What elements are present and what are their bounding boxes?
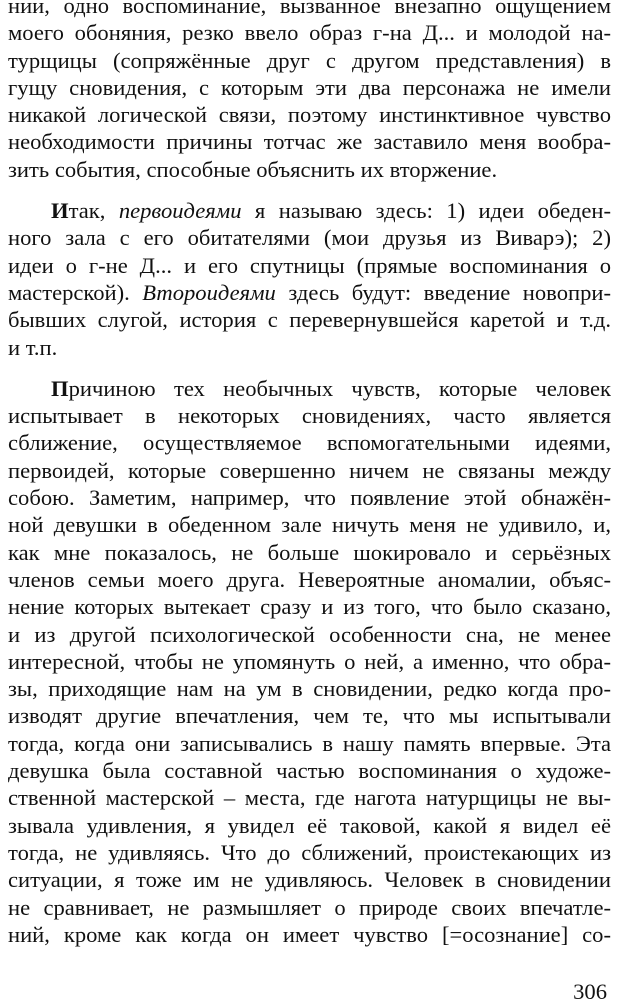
text-run: так,: [68, 198, 119, 224]
text-line: ной девушки в обеденном зале ничуть меня не удивило, и,: [8, 512, 611, 538]
paragraph-1: [8, 0, 611, 183]
text-line: как мне показалось, не больше шокировало и серьёзных: [8, 539, 611, 565]
paragraph-gap: [8, 183, 611, 197]
page-number: 306: [573, 979, 607, 1004]
drop-cap: П: [51, 375, 69, 401]
body-text: [8, 0, 611, 948]
paragraph-2: [8, 197, 611, 361]
text-line: необходимости причины тотчас же заставило меня вообра-: [8, 129, 611, 155]
text-line: нии, одно воспоминание, вызванное внезапно ощущением: [8, 0, 611, 18]
text-line: бывших слугой, история с перевернувшейся каретой и т.д.: [8, 307, 611, 333]
paragraph-3: [8, 375, 611, 948]
text-line: [8, 279, 611, 306]
text-line: зывала удивления, я увидел её таковой, какой я видел её: [8, 812, 611, 838]
text-line: [8, 197, 611, 224]
text-line: и из другой психологической особенности сна, не менее: [8, 621, 611, 647]
text-line: членов семьи моего друга. Невероятные аномалии, объяс-: [8, 566, 611, 592]
text-line: [8, 375, 611, 402]
text-line: моего обоняния, резко ввело образ г-на Д... и молодой на-: [8, 20, 611, 46]
paragraph-gap: [8, 361, 611, 375]
text-line: изводят другие впечатления, чем те, что мы испытывали: [8, 703, 611, 729]
italic-term: первоидеями: [118, 198, 242, 224]
text-line: нение которых вытекает сразу и из того, что было сказано,: [8, 594, 611, 620]
text-run: здесь будут: введение новопри-: [275, 279, 611, 305]
text-run: я называю здесь: 1) идеи обеден-: [241, 198, 612, 224]
text-line: и т.п.: [8, 334, 58, 360]
text-line: собою. Заметим, например, что появление этой обнажён-: [8, 485, 611, 511]
drop-cap: И: [51, 198, 69, 224]
text-line: девушка была составной частью воспоминания о художе-: [8, 758, 611, 784]
text-line: испытывает в некоторых сновидениях, часто является: [8, 403, 611, 429]
text-line: сближение, осуществляемое вспомогательными идеями,: [8, 430, 611, 456]
text-line: тогда, когда они записывались в нашу память впервые. Эта: [8, 730, 611, 756]
text-line: не сравнивает, не размышляет о природе своих впечатле-: [8, 894, 611, 920]
text-line: ний, кроме как когда он имеет чувство [=осознание] со-: [8, 921, 611, 947]
text-run: ричиною тех необычных чувств, которые человек: [68, 375, 611, 401]
text-line: ственной мастерской – места, где нагота натурщицы не вы-: [8, 785, 611, 811]
text-line: ситуации, я тоже им не удивляюсь. Человек в сновидении: [8, 867, 611, 893]
text-run: мастерской).: [8, 279, 143, 305]
text-line: гущу сновидения, с которым эти два персонажа не имели: [8, 74, 611, 100]
text-line: зить события, способные объяснить их вторжение.: [8, 156, 498, 182]
text-line: зы, приходящие нам на ум в сновидении, редко когда про-: [8, 676, 611, 702]
text-line: никакой логической связи, поэтому инстинктивное чувство: [8, 102, 611, 128]
text-line: ного зала с его обитателями (мои друзья из Виварэ); 2): [8, 225, 611, 251]
text-line: идеи о г-не Д... и его спутницы (прямые воспоминания о: [8, 252, 611, 278]
text-line: первоидей, которые совершенно ничем не связаны между: [8, 457, 611, 483]
italic-term: Второидеями: [142, 279, 276, 305]
text-line: турщицы (сопряжённые друг с другом представления) в: [8, 47, 611, 73]
text-line: тогда, не удивляясь. Что до сближений, проистекающих из: [8, 839, 611, 865]
text-line: интересной, чтобы не упомянуть о ней, а именно, что обра-: [8, 648, 611, 674]
